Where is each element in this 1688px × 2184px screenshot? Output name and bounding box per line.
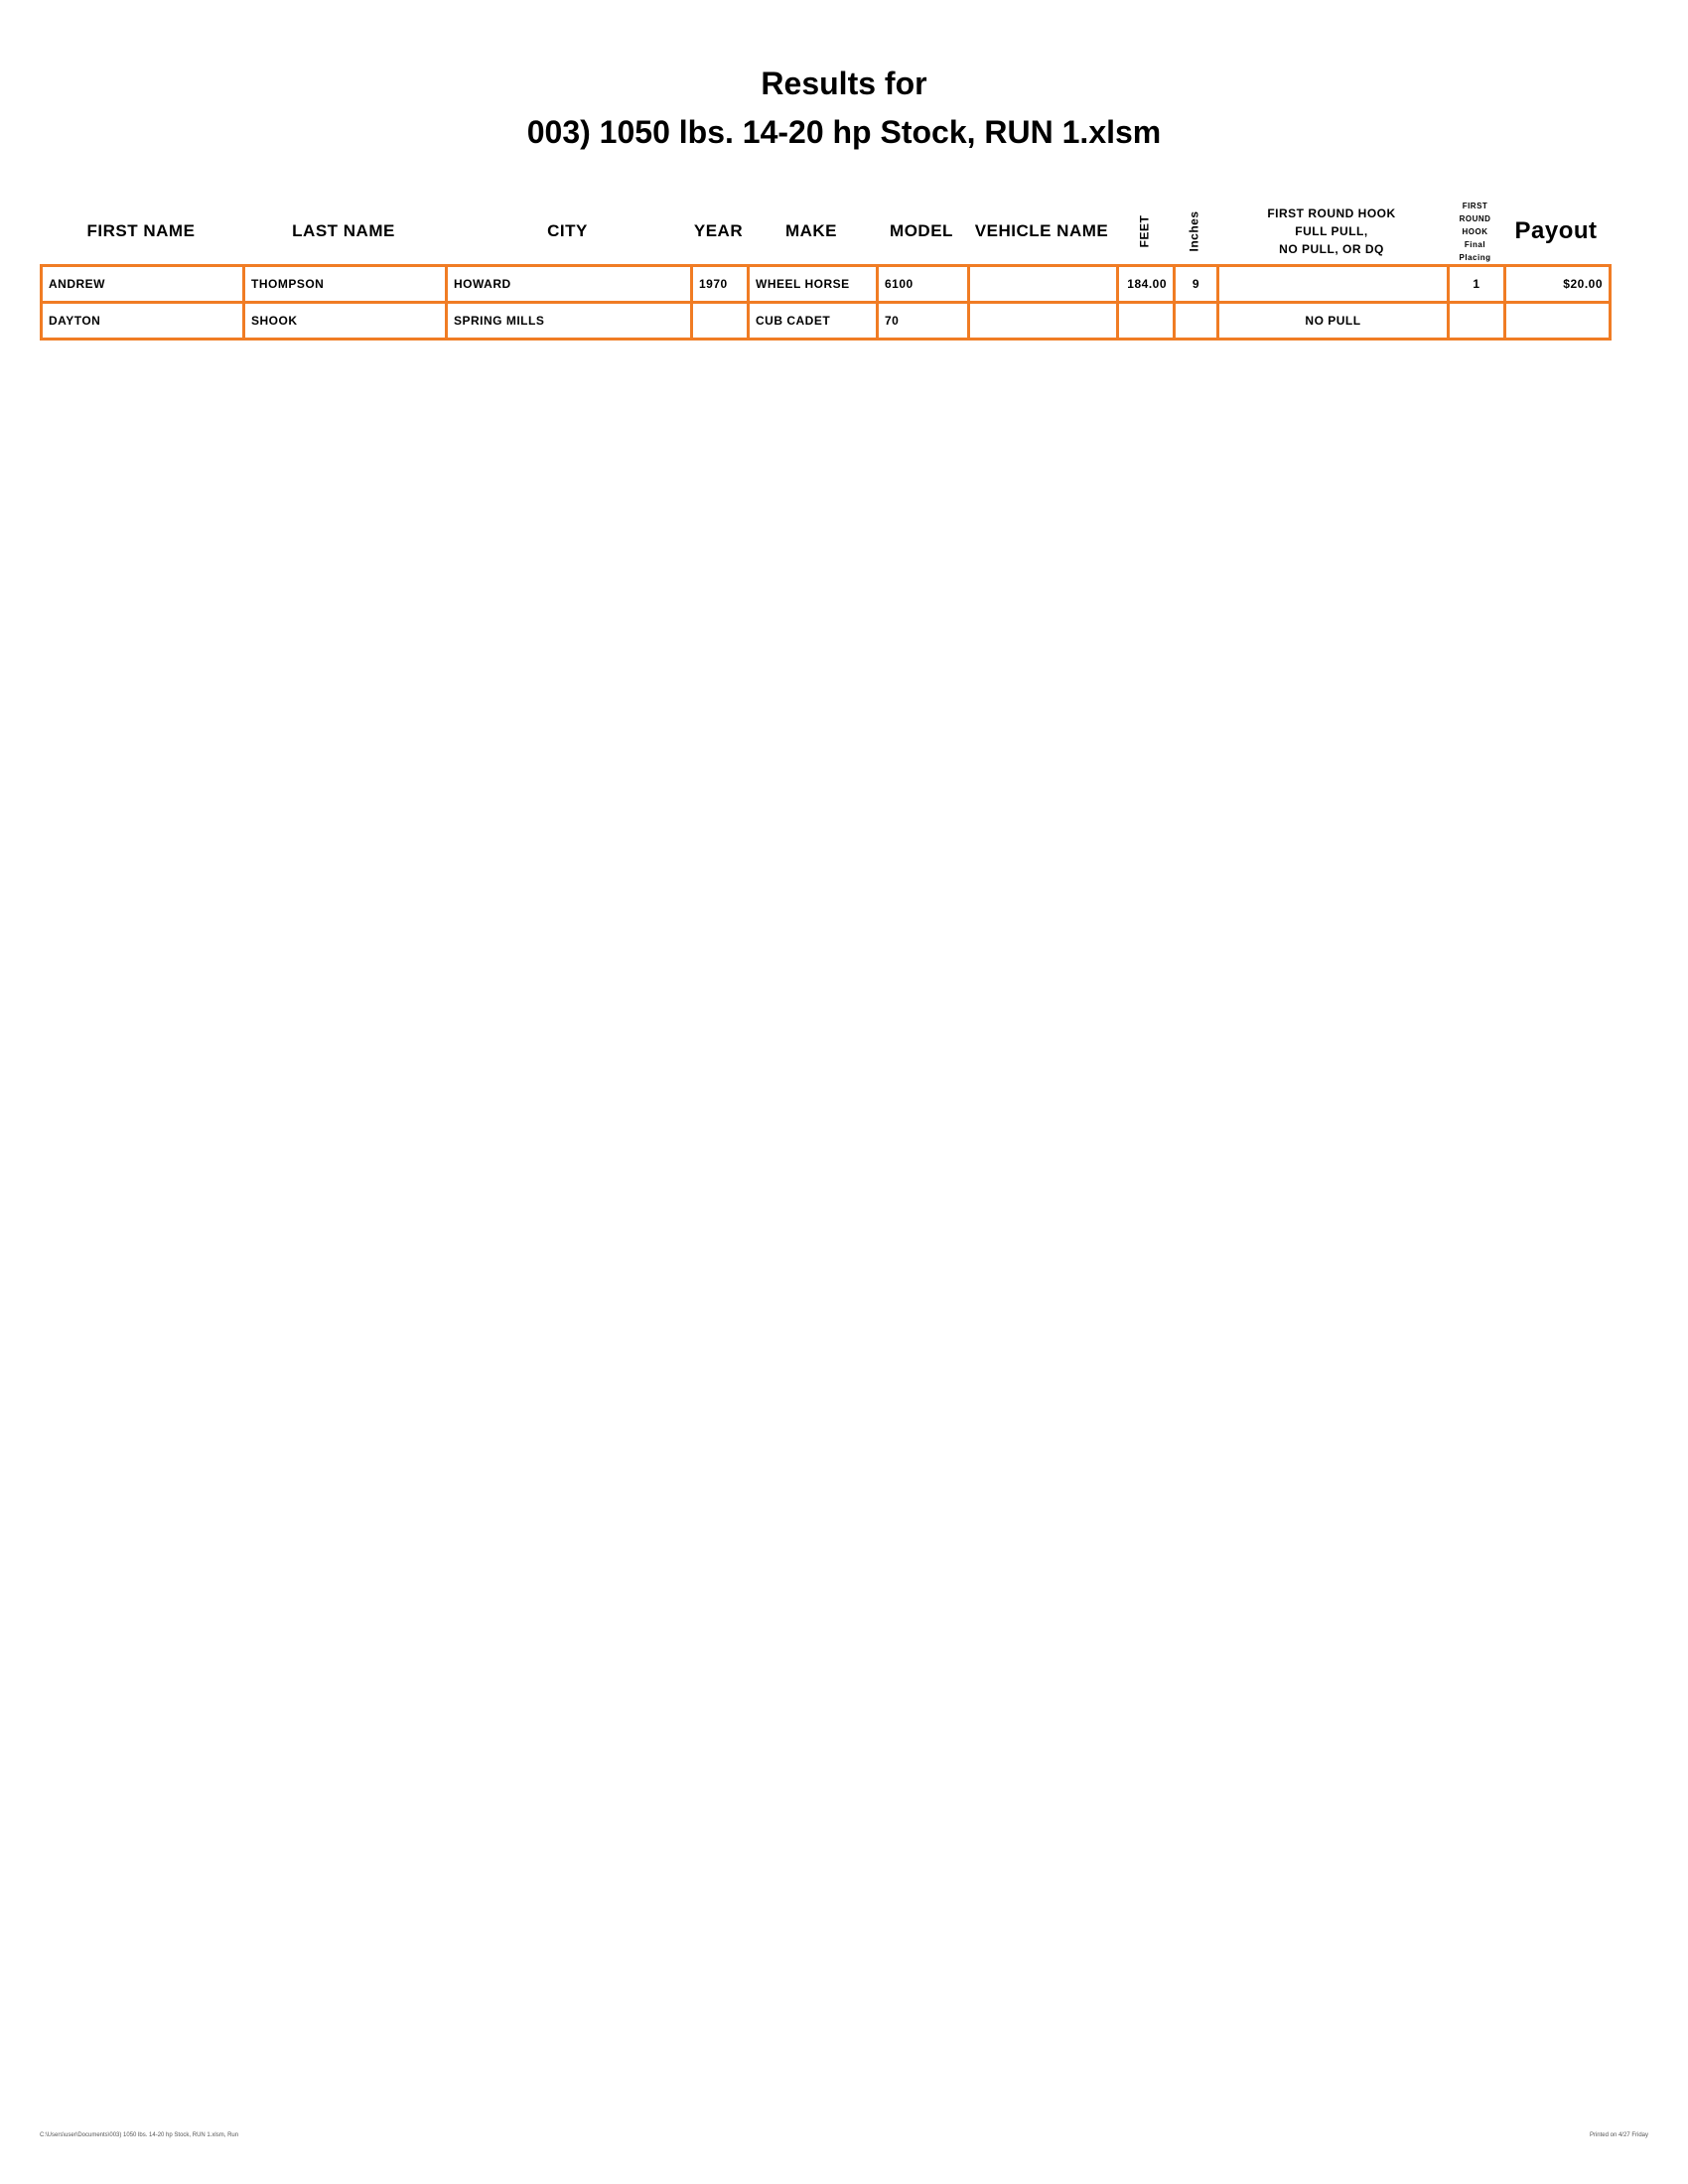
header-inches-label: Inches	[1187, 210, 1201, 252]
cell-payout	[1505, 303, 1611, 340]
header-placing-line4: Final	[1464, 239, 1486, 249]
header-placing-line2: ROUND	[1459, 213, 1491, 223]
cell-year	[692, 303, 749, 340]
cell-vehicle-name	[969, 266, 1118, 303]
cell-model: 6100	[878, 266, 969, 303]
header-hook-line2: FULL PULL,	[1295, 224, 1368, 238]
header-make: MAKE	[784, 221, 838, 240]
cell-vehicle-name	[969, 303, 1118, 340]
footer-file-path: C:\Users\user\Documents\003) 1050 lbs. 14-20 hp Stock, RUN 1.xlsm, Run	[40, 2132, 239, 2138]
table-row	[42, 266, 1611, 303]
header-last-name: LAST NAME	[292, 221, 395, 240]
results-table	[40, 264, 1612, 341]
cell-inches: 9	[1175, 266, 1218, 303]
cell-payout: $20.00	[1505, 266, 1611, 303]
cell-inches	[1175, 303, 1218, 340]
cell-make: WHEEL HORSE	[749, 266, 878, 303]
header-hook-line3: NO PULL, OR DQ	[1279, 242, 1384, 256]
header-final-placing	[1447, 199, 1503, 264]
header-hook-line1: FIRST ROUND HOOK	[1267, 206, 1396, 220]
results-title: Results for	[761, 66, 927, 101]
header-model: MODEL	[890, 221, 953, 240]
cell-first-name: ANDREW	[42, 266, 244, 303]
cell-hook: NO PULL	[1218, 303, 1449, 340]
header-placing-line5: Placing	[1459, 252, 1491, 262]
cell-placing: 1	[1449, 266, 1505, 303]
cell-model: 70	[878, 303, 969, 340]
cell-feet	[1118, 303, 1175, 340]
class-title: 003) 1050 lbs. 14-20 hp Stock, RUN 1.xlsm	[526, 114, 1162, 150]
header-inches	[1173, 199, 1216, 264]
footer-print-date: Printed on 4/27 Friday	[1589, 2132, 1648, 2138]
cell-hook	[1218, 266, 1449, 303]
cell-last-name: THOMPSON	[244, 266, 447, 303]
header-placing-line3: HOOK	[1462, 226, 1488, 236]
header-feet	[1116, 199, 1173, 264]
cell-make: CUB CADET	[749, 303, 878, 340]
header-vehicle-name: VEHICLE NAME	[974, 221, 1109, 240]
table-row	[42, 303, 1611, 340]
cell-city: SPRING MILLS	[447, 303, 692, 340]
header-city: CITY	[547, 221, 588, 240]
cell-last-name: SHOOK	[244, 303, 447, 340]
cell-first-name: DAYTON	[42, 303, 244, 340]
cell-year: 1970	[692, 266, 749, 303]
header-feet-label: FEET	[1137, 214, 1152, 248]
header-year: YEAR	[693, 221, 744, 240]
header-placing-line1: FIRST	[1462, 201, 1488, 210]
header-payout: Payout	[1514, 217, 1598, 244]
cell-city: HOWARD	[447, 266, 692, 303]
cell-placing	[1449, 303, 1505, 340]
cell-feet: 184.00	[1118, 266, 1175, 303]
header-first-round-hook	[1216, 199, 1447, 264]
header-first-name: FIRST NAME	[86, 221, 196, 240]
